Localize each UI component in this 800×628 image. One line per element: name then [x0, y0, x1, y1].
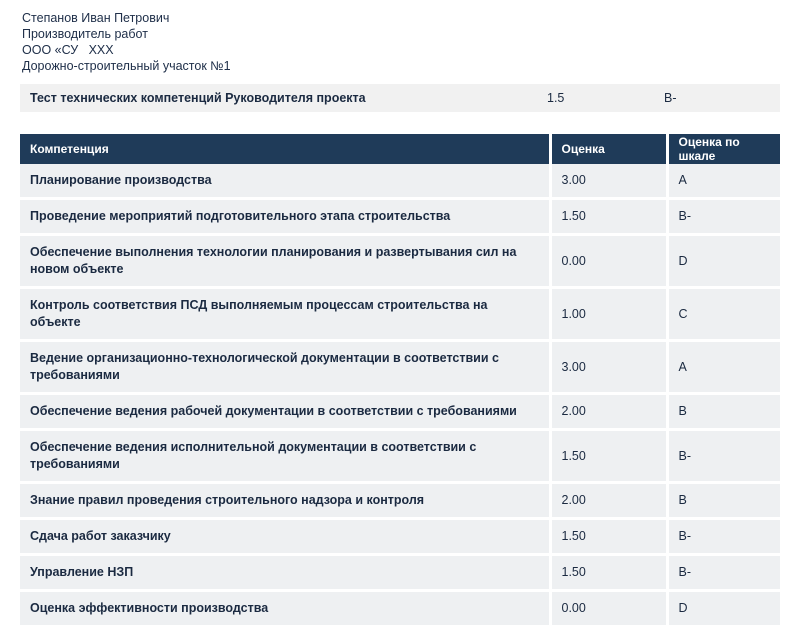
cell-score: 1.50 [550, 199, 667, 235]
cell-score: 0.00 [550, 235, 667, 288]
cell-competency: Управление НЗП [20, 555, 550, 591]
cell-scale: B- [667, 430, 780, 483]
cell-score: 0.00 [550, 591, 667, 627]
header-scale: Оценка по шкале [667, 134, 780, 164]
table-row [20, 199, 780, 235]
table-row [20, 341, 780, 394]
summary-scale: B- [664, 91, 677, 105]
employee-info [22, 10, 780, 74]
cell-scale: B [667, 483, 780, 519]
table-row [20, 591, 780, 627]
cell-score: 1.50 [550, 555, 667, 591]
cell-score: 1.00 [550, 288, 667, 341]
cell-competency: Оценка эффективности производства [20, 591, 550, 627]
cell-score: 3.00 [550, 164, 667, 199]
cell-competency: Ведение организационно-технологической документации в соответствии с требованиями [20, 341, 550, 394]
cell-competency: Сдача работ заказчику [20, 519, 550, 555]
cell-scale: B- [667, 555, 780, 591]
cell-competency: Проведение мероприятий подготовительного этапа строительства [20, 199, 550, 235]
employee-unit: Дорожно-строительный участок №1 [22, 59, 231, 73]
cell-competency: Обеспечение ведения исполнительной документации в соответствии с требованиями [20, 430, 550, 483]
cell-competency: Обеспечение ведения рабочей документации в соответствии с требованиями [20, 394, 550, 430]
competency-table-body [20, 164, 780, 627]
cell-score: 2.00 [550, 394, 667, 430]
cell-scale: A [667, 341, 780, 394]
cell-competency: Планирование производства [20, 164, 550, 199]
cell-scale: D [667, 235, 780, 288]
table-row [20, 394, 780, 430]
table-row [20, 555, 780, 591]
table-row [20, 483, 780, 519]
summary-score: 1.5 [547, 91, 565, 105]
table-row [20, 235, 780, 288]
cell-score: 1.50 [550, 430, 667, 483]
cell-scale: B [667, 394, 780, 430]
cell-scale: C [667, 288, 780, 341]
table-row [20, 519, 780, 555]
cell-competency: Контроль соответствия ПСД выполняемым процессам строительства на объекте [20, 288, 550, 341]
cell-scale: D [667, 591, 780, 627]
table-row [20, 288, 780, 341]
cell-scale: A [667, 164, 780, 199]
summary-row [20, 84, 780, 112]
cell-scale: B- [667, 519, 780, 555]
table-row [20, 430, 780, 483]
cell-score: 2.00 [550, 483, 667, 519]
cell-score: 1.50 [550, 519, 667, 555]
employee-position: Производитель работ [22, 27, 148, 41]
header-competency: Компетенция [20, 134, 550, 164]
cell-competency: Обеспечение выполнения технологии планирования и развертывания сил на новом объекте [20, 235, 550, 288]
cell-scale: B- [667, 199, 780, 235]
table-header-row [20, 134, 780, 164]
employee-name: Степанов Иван Петрович [22, 11, 170, 25]
employee-organization: ООО «СУ ХХХ [22, 43, 114, 57]
cell-competency: Знание правил проведения строительного надзора и контроля [20, 483, 550, 519]
table-row [20, 164, 780, 199]
cell-score: 3.00 [550, 341, 667, 394]
header-score: Оценка [550, 134, 667, 164]
summary-title: Тест технических компетенций Руководителя проекта [30, 91, 366, 105]
